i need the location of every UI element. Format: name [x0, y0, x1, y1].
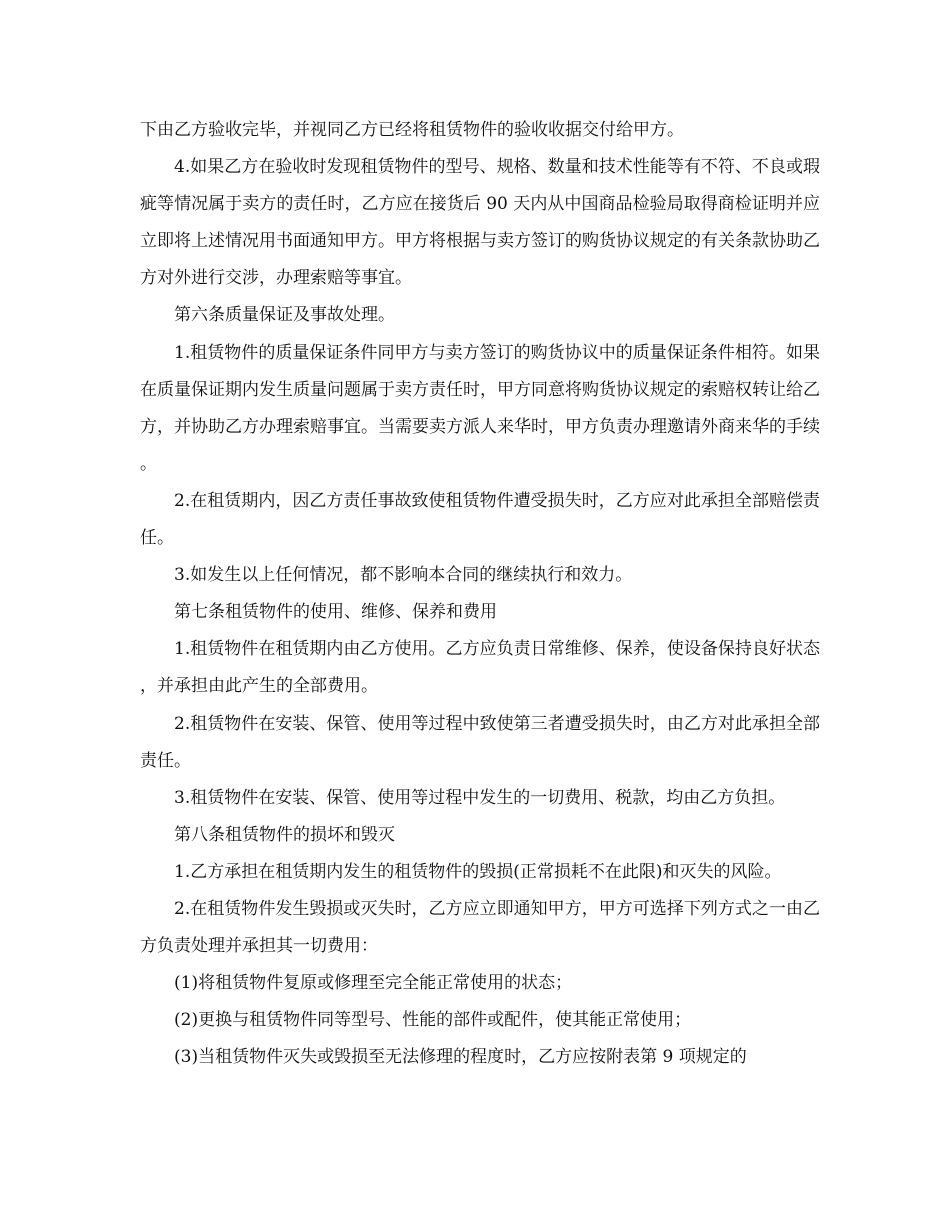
section-heading-article-6: 第六条质量保证及事故处理。: [174, 305, 395, 326]
paragraph-clause-6-3: 3.如发生以上任何情况，都不影响本合同的继续执行和效力。: [174, 565, 633, 586]
paragraph-clause-8-1: 1.乙方承担在租赁期内发生的租赁物件的毁损(正常损耗不在此限)和灭失的风险。: [174, 861, 782, 882]
paragraph-clause-6-2: 2.在租赁期内，因乙方责任事故致使租赁物件遭受损失时，乙方应对此承担全部赔偿责任。: [140, 490, 820, 549]
list-item-option-3: (3)当租赁物件灭失或毁损至无法修理的程度时，乙方应按附表第 9 项规定的: [174, 1047, 747, 1068]
paragraph-clause-5-4: 4.如果乙方在验收时发现租赁物件的型号、规格、数量和技术性能等有不符、不良或瑕疵等情况属于卖方的责任时，乙方应在接货后 90 天内从中国商品检验局取得商检证明并应立即将上述情况用书面通知甲方。甲方将根据与卖方签订的购货协议规定的有关条款协助乙方对外进行交涉，办理索赔等事宜。: [140, 157, 820, 289]
paragraph-clause-6-1: 1.租赁物件的质量保证条件同甲方与卖方签订的购货协议中的质量保证条件相符。如果在质量保证期内发生质量问题属于卖方责任时，甲方同意将购货协议规定的索赔权转让给乙方，并协助乙方办理索赔事宜。当需要卖方派人来华时，甲方负责办理邀请外商来华的手续。: [140, 342, 820, 474]
section-heading-article-8: 第八条租赁物件的损坏和毁灭: [174, 824, 395, 845]
section-heading-article-7: 第七条租赁物件的使用、维修、保养和费用: [174, 602, 497, 623]
paragraph-clause-8-2: 2.在租赁物件发生毁损或灭失时，乙方应立即通知甲方，甲方可选择下列方式之一由乙方负责处理并承担其一切费用：: [140, 898, 820, 957]
paragraph-clause-7-2: 2.租赁物件在安装、保管、使用等过程中致使第三者遭受损失时，由乙方对此承担全部责任。: [140, 713, 820, 771]
list-item-option-2: (2)更换与租赁物件同等型号、性能的部件或配件，使其能正常使用；: [174, 1010, 692, 1031]
paragraph-clause-7-1: 1.租赁物件在租赁期内由乙方使用。乙方应负责日常维修、保养，使设备保持良好状态，并承担由此产生的全部费用。: [140, 639, 820, 697]
paragraph-continuation: 下由乙方验收完毕，并视同乙方已经将租赁物件的验收收据交付给甲方。: [140, 120, 684, 140]
document-body: [140, 112, 820, 1076]
paragraph-clause-7-3: 3.租赁物件在安装、保管、使用等过程中发生的一切费用、税款，均由乙方负担。: [174, 787, 786, 808]
list-item-option-1: (1)将租赁物件复原或修理至完全能正常使用的状态；: [174, 973, 573, 994]
